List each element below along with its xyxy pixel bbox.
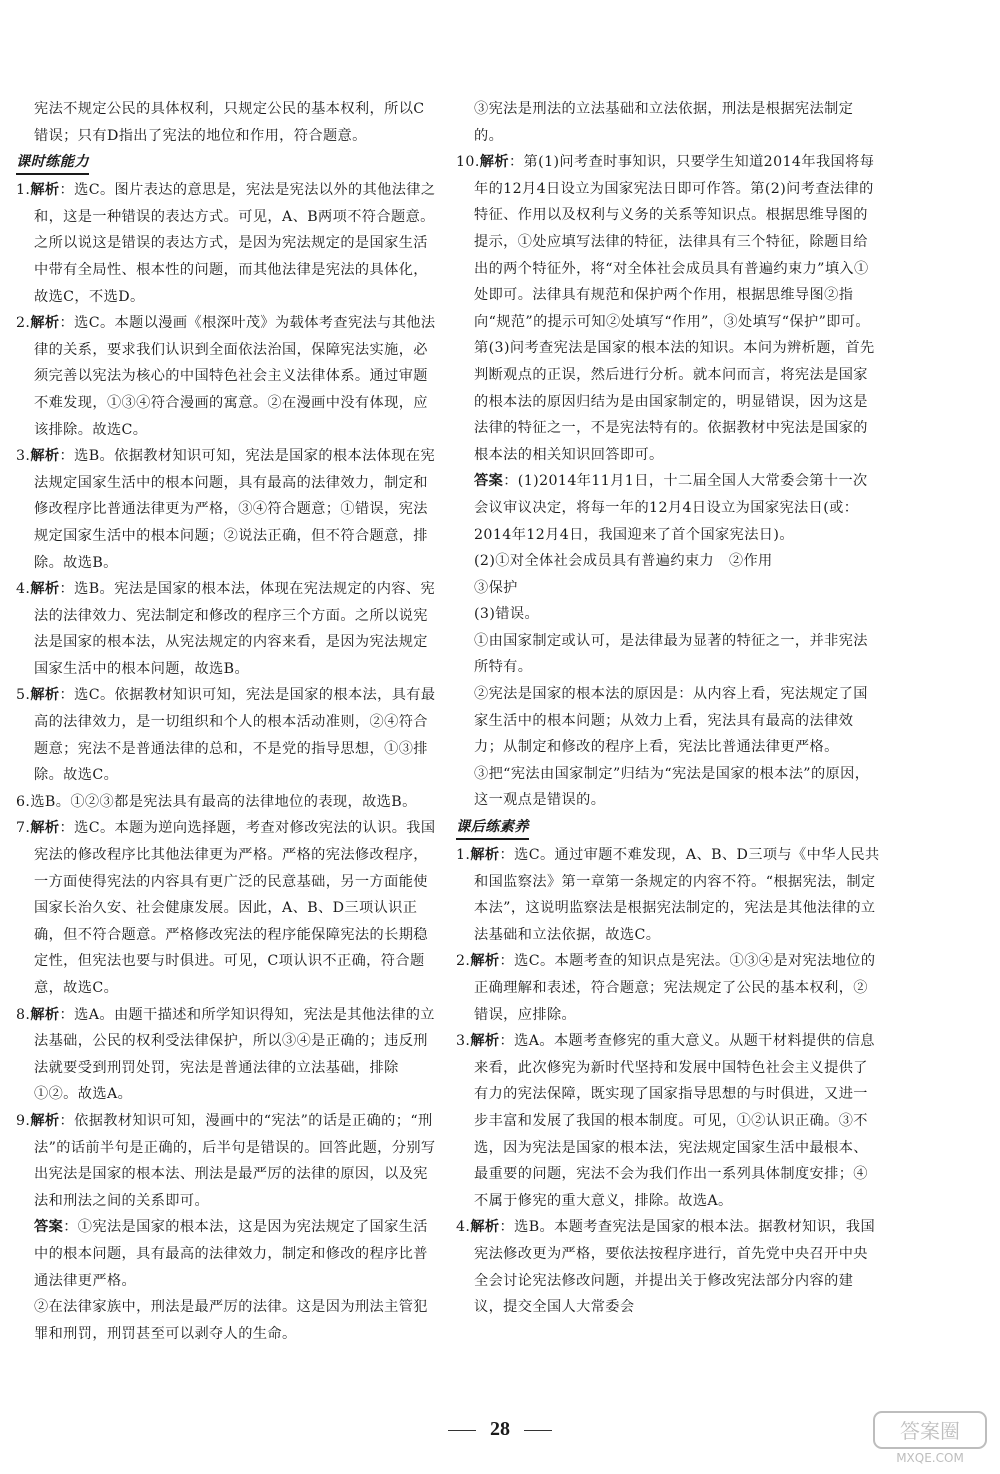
right-column	[456, 96, 880, 1321]
svg-text:MXQE.COM: MXQE.COM	[896, 1451, 964, 1465]
list-item: 8.解析：选A。由题干描述和所学知识得知，宪法是其他法律的立法基础，公民的权利受法律保护，所以③④是正确的；违反刑法就要受到刑罚处罚，宪法是普通法律的立法基础，排除①②。故选A。	[16, 1006, 435, 1103]
list-item: 4.解析：选B。本题考查宪法是国家的根本法。据教材知识，我国宪法修改更为严格，要依法按程序进行，首先党中央召开中央全会讨论宪法修改问题，并提出关于修改宪法部分内容的建议，提交全国人大常委会	[456, 1219, 876, 1316]
watermark-logo	[870, 1408, 990, 1468]
page-number: 28	[0, 1418, 1000, 1441]
list-item: 10.解析：第(1)问考查时事知识，只要学生知道2014年我国将每年的12月4日设立为国家宪法日即可作答。第(2)问考查法律的特征、作用以及权利与义务的关系等知识点。根据思维导图的提示，①处应填写法律的特征，法律具有三个特征，除题目给出的两个特征外，将“对全体社会成员具有普遍约束力”填入①处即可。法律具有规范和保护两个作用，根据思维导图②指向“规范”的提示可知②处填写“作用”，③处填写“保护”即可。第(3)问考查宪法是国家的根本法的知识。本问为辨析题，首先判断观点的正误，然后进行分析。就本问而言，将宪法是国家的根本法的原因归结为是由国家制定的，明显错误，因为这是法律的特征之一，不是宪法特有的。依据教材中宪法是国家的根本法的相关知识回答即可。	[456, 154, 875, 463]
list-item: 6.选B。①②③都是宪法具有最高的法律地位的表现，故选B。	[16, 793, 417, 810]
list-item: 7.解析：选C。本题为逆向选择题，考查对修改宪法的认识。我国宪法的修改程序比其他法律更为严格。严格的宪法修改程序，一方面使得宪法的内容具有更广泛的民意基础，另一方面能使国家长治久安、社会健康发展。因此，A、B、D三项认识正确，但不符合题意。严格修改宪法的程序能保障宪法的长期稳定性，但宪法也要与时俱进。可见，C项认识不正确，符合题意，故选C。	[16, 820, 436, 996]
answer-paragraph: (3)错误。	[474, 606, 540, 623]
list-item: 1.解析：选C。通过审题不难发现，A、B、D三项与《中华人民共和国监察法》第一章第一条规定的内容不符。“根据宪法，制定本法”，这说明监察法是根据宪法制定的，宪法是其他法律的立法基础和立法依据，故选C。	[456, 847, 880, 943]
literacy-list	[456, 842, 880, 1321]
answer-paragraph: ①由国家制定或认可，是法律最为显著的特征之一，并非宪法所特有。	[474, 632, 868, 676]
svg-text:答案圈: 答案圈	[900, 1419, 960, 1443]
list-item: 4.解析：选B。宪法是国家的根本法，体现在宪法规定的内容、宪法的法律效力、宪法制定和修改的程序三个方面。之所以说宪法是国家的根本法，从宪法规定的内容来看，是因为宪法规定国家生活中的根本问题，故选B。	[16, 581, 436, 677]
list-item: 5.解析：选C。依据教材知识可知，宪法是国家的根本法，具有最高的法律效力，是一切组织和个人的根本活动准则，②④符合题意；宪法不是普通法律的总和，不是党的指导思想，①③排除。故选C。	[16, 687, 436, 784]
list-item: 1.解析：选C。图片表达的意思是，宪法是宪法以外的其他法律之和，这是一种错误的表达方式。可见，A、B两项不符合题意。之所以说这是错误的表达方式，是因为宪法规定的是国家生活中带有全局性、根本性的问题，而其他法律是宪法的具体化，故选C，不选D。	[16, 182, 436, 305]
answer-paragraph: 答案：(1)2014年11月1日，十二届全国人大常委会第十一次会议审议决定，将每一年的12月4日设立为国家宪法日(或：2014年12月4日，我国迎来了首个国家宪法日)。	[474, 473, 868, 543]
list-item: 3.解析：选B。依据教材知识可知，宪法是国家的根本法体现在宪法规定国家生活中的根本问题，具有最高的法律效力，制定和修改程序比普通法律更为严格，③④符合题意；①错误，宪法规定国家生活中的根本问题；②说法正确，但不符合题意，排除。故选B。	[16, 448, 436, 571]
answer-paragraph: ②宪法是国家的根本法的原因是：从内容上看，宪法规定了国家生活中的根本问题；从效力上看，宪法具有最高的法律效力；从制定和修改的程序上看，宪法比普通法律更严格。	[474, 686, 868, 756]
section-title-literacy: 课后练素养	[456, 816, 529, 840]
intro-paragraph: 宪法不规定公民的具体权利，只规定公民的基本权利，所以C错误；只有D指出了宪法的地位和作用，符合题意。	[34, 101, 425, 144]
answer-paragraph: (2)①对全体社会成员具有普遍约束力 ②作用	[474, 553, 773, 570]
list-item: 3.解析：选A。本题考查修宪的重大意义。从题干材料提供的信息来看，此次修宪为新时代坚持和发展中国特色社会主义提供了有力的宪法保障，既实现了国家指导思想的与时俱进，又进一步丰富和发展了我国的根本制度。可见，①②认识正确。③不选，因为宪法是国家的根本法，宪法规定国家生活中最根本、最重要的问题，宪法不会为我们作出一系列具体制度安排；④不属于修宪的重大意义，排除。故选A。	[456, 1033, 875, 1209]
answer-paragraph: ③把“宪法由国家制定”归结为“宪法是国家的根本法”的原因，这一观点是错误的。	[474, 765, 870, 809]
answer-paragraph: ③保护	[474, 579, 518, 596]
answer-paragraph: ③宪法是刑法的立法基础和立法依据，刑法是根据宪法制定的。	[474, 101, 854, 144]
list-item: 9.解析：依据教材知识可知，漫画中的“宪法”的话是正确的；“刑法”的话前半句是正确的，后半句是错误的。回答此题，分别写出宪法是国家的根本法、刑法是最严厉的法律的原因，以及宪法和刑法之间的关系即可。	[16, 1112, 436, 1209]
ability-list	[16, 177, 438, 1347]
left-column	[16, 96, 438, 1347]
list-item: 2.解析：选C。本题以漫画《根深叶茂》为载体考查宪法与其他法律的关系，要求我们认识到全面依法治国，保障宪法实施，必须完善以宪法为核心的中国特色社会主义法律体系。通过审题不难发现，①③④符合漫画的寓意。②在漫画中没有体现，应该排除。故选C。	[16, 315, 436, 438]
answer-paragraph: 答案：①宪法是国家的根本法，这是因为宪法规定了国家生活中的根本问题，具有最高的法律效力，制定和修改的程序比普通法律更严格。	[34, 1219, 428, 1289]
section-title-ability: 课时练能力	[16, 151, 89, 175]
list-item: 2.解析：选C。本题考查的知识点是宪法。①③④是对宪法地位的正确理解和表述，符合题意；宪法规定了公民的基本权利，②错误，应排除。	[456, 953, 876, 1023]
answer-paragraph: ②在法律家族中，刑法是最严厉的法律。这是因为刑法主管犯罪和刑罚，刑罚甚至可以剥夺人的生命。	[34, 1299, 428, 1342]
